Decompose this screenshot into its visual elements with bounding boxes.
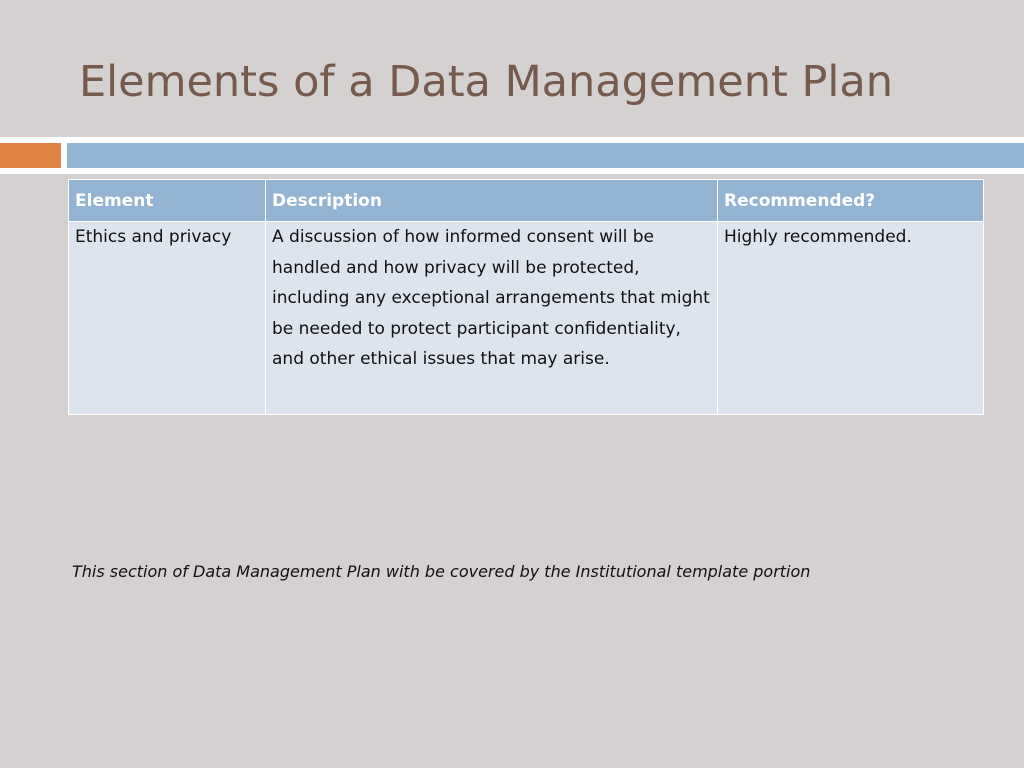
table-row [69, 222, 984, 415]
header-element: Element [69, 180, 266, 222]
cell-description: A discussion of how informed consent will be handled and how privacy will be protected, including any exceptional arrangements that might be needed to protect participant confidentiality, and other ethical issues that may arise. [266, 222, 718, 415]
header-recommended: Recommended? [718, 180, 984, 222]
cell-recommended: Highly recommended. [718, 222, 984, 415]
footnote-text: This section of Data Management Plan with be covered by the Institutional template portion [72, 562, 811, 581]
cell-element: Ethics and privacy [69, 222, 266, 415]
header-description: Description [266, 180, 718, 222]
slide-title: Elements of a Data Management Plan [79, 57, 893, 107]
accent-bar-orange [0, 143, 61, 168]
accent-bar-blue [67, 143, 1024, 168]
dmp-elements-table [68, 179, 984, 415]
table-header-row [69, 180, 984, 222]
